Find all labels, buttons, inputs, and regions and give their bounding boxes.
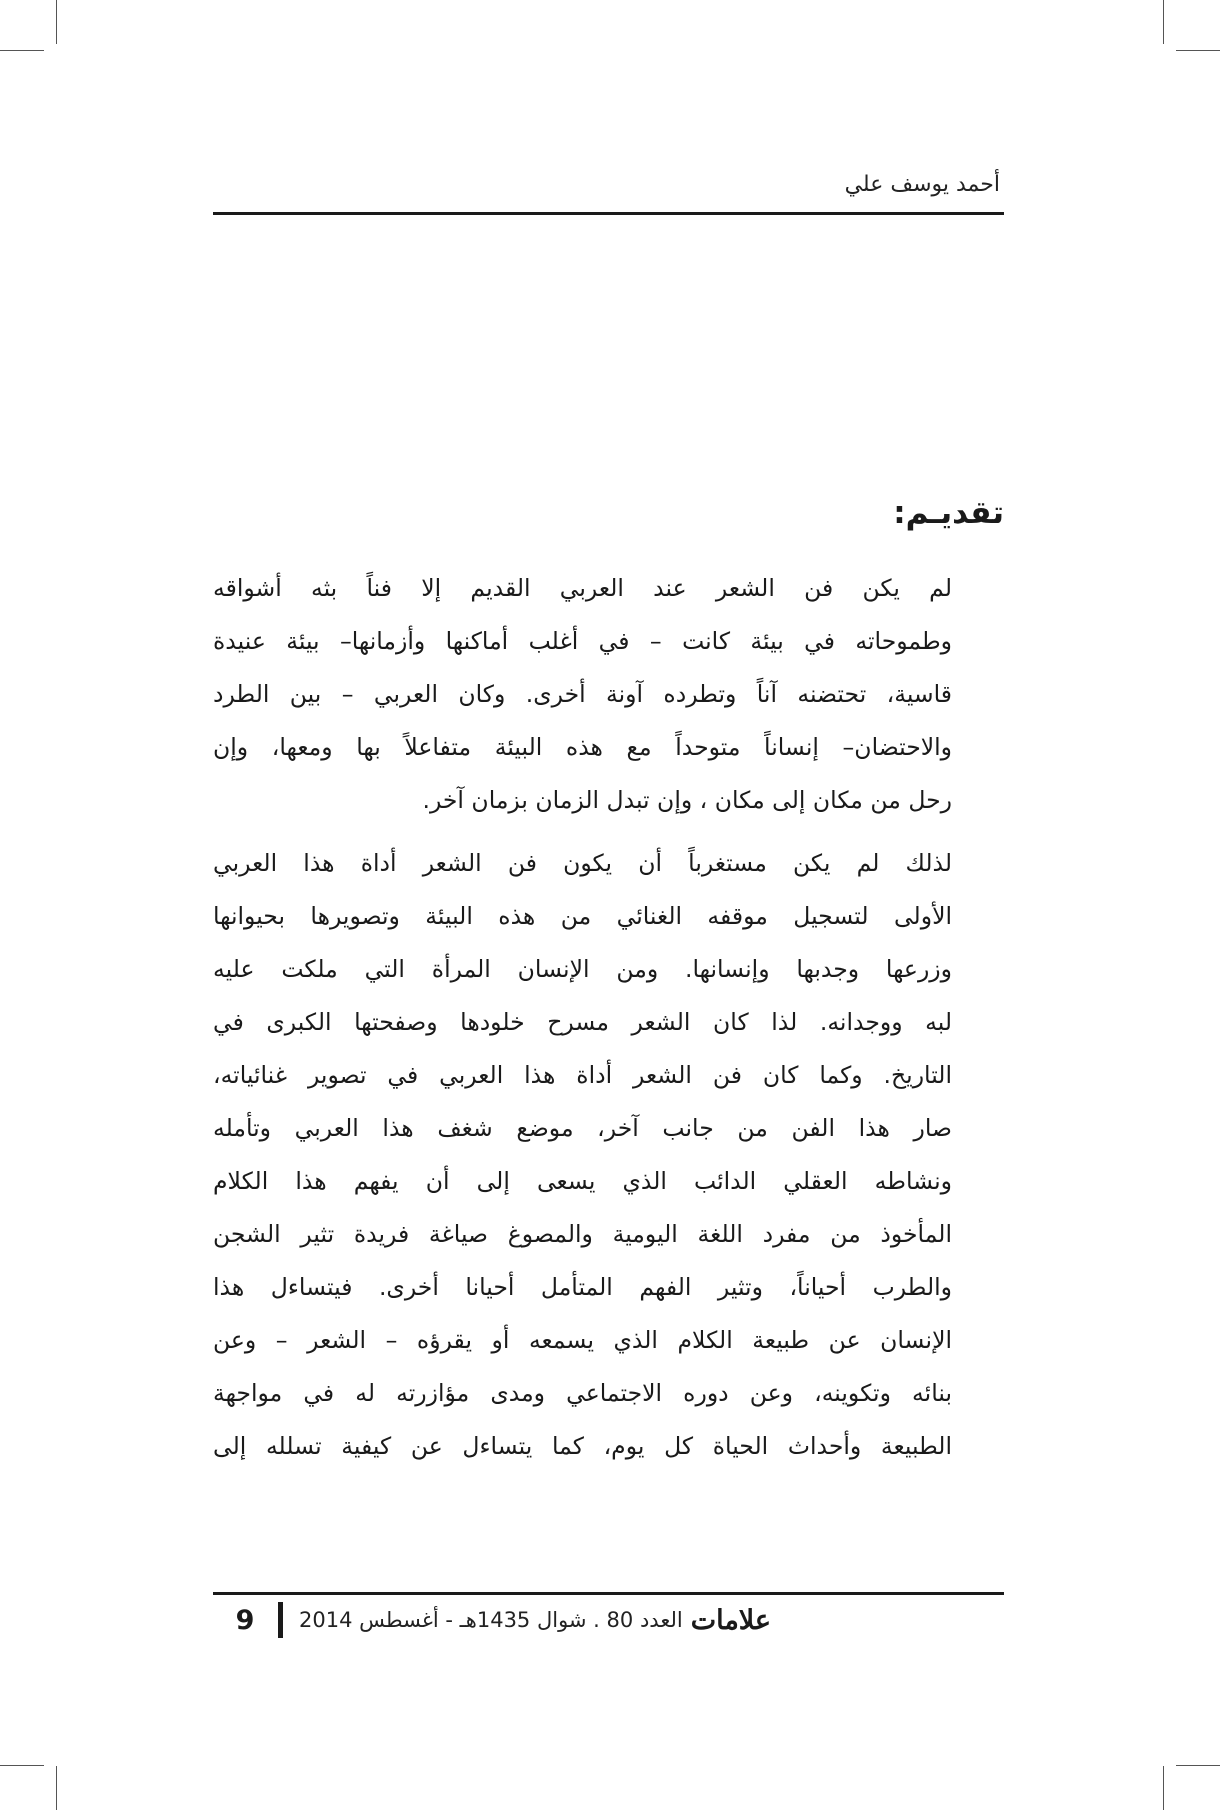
text-line: لبه ووجدانه. لذا كان الشعر مسرح خلودها وصفحتها الكبرى في xyxy=(213,1008,952,1036)
text-line: وزرعها وجدبها وإنسانها. ومن الإنسان المرأة التي ملكت عليه xyxy=(213,955,952,983)
paragraph xyxy=(213,837,1004,1473)
text-line: الأولى لتسجيل موقفه الغنائي من هذه البيئة وتصويرها بحيوانها xyxy=(213,902,952,930)
text-line: الطبيعة وأحداث الحياة كل يوم، كما يتساءل عن كيفية تسلله إلى xyxy=(213,1432,952,1460)
text-line: الإنسان عن طبيعة الكلام الذي يسمعه أو يقرؤه – الشعر – وعن xyxy=(213,1326,952,1354)
text-line: والطرب أحياناً، وتثير الفهم المتأمل أحيانا أخرى. فيتساءل هذا xyxy=(213,1273,952,1301)
crop-mark xyxy=(1176,1765,1220,1766)
text-line: بنائه وتكوينه، وعن دوره الاجتماعي ومدى مؤازرته له في مواجهة xyxy=(213,1379,952,1407)
text-line: لم يكن فن الشعر عند العربي القديم إلا فناً بثه أشواقه xyxy=(213,574,952,602)
crop-mark xyxy=(0,1765,44,1766)
crop-mark xyxy=(0,50,44,51)
footer xyxy=(230,1600,1004,1640)
footer-rule xyxy=(213,1592,1004,1595)
body-text xyxy=(213,562,1004,1483)
text-line: المأخوذ من مفرد اللغة اليومية والمصوغ صياغة فريدة تثير الشجن xyxy=(213,1220,952,1248)
crop-mark xyxy=(1176,50,1220,51)
text-line: رحل من مكان إلى مكان ، وإن تبدل الزمان بزمان آخر. xyxy=(422,786,952,814)
crop-mark xyxy=(1163,1766,1164,1810)
issue-info: العدد 80 . شوال 1435هـ - أغسطس 2014 xyxy=(299,1608,683,1632)
header-rule xyxy=(213,212,1004,215)
crop-mark xyxy=(56,0,57,44)
section-title: تقديـم: xyxy=(893,495,1004,531)
journal-logo: علامات xyxy=(690,1604,772,1636)
text-line: والاحتضان– إنساناً متوحداً مع هذه البيئة متفاعلاً بها ومعها، وإن xyxy=(213,733,952,761)
crop-mark xyxy=(1163,0,1164,44)
text-line: لذلك لم يكن مستغرباً أن يكون فن الشعر أداة هذا العربي xyxy=(213,849,952,877)
running-head-author: أحمد يوسف علي xyxy=(844,172,1000,197)
text-line: صار هذا الفن من جانب آخر، موضع شغف هذا العربي وتأمله xyxy=(213,1114,952,1142)
paragraph xyxy=(213,562,1004,827)
text-line: التاريخ. وكما كان فن الشعر أداة هذا العربي في تصوير غنائياته، xyxy=(213,1061,952,1089)
footer-divider xyxy=(278,1602,283,1638)
text-line: ونشاطه العقلي الدائب الذي يسعى إلى أن يفهم هذا الكلام xyxy=(213,1167,952,1195)
page-number: 9 xyxy=(235,1604,255,1636)
text-line: وطموحاته في بيئة كانت – في أغلب أماكنها وأزمانها– بيئة عنيدة xyxy=(213,627,952,655)
crop-mark xyxy=(56,1766,57,1810)
text-line: قاسية، تحتضنه آناً وتطرده آونة أخرى. وكان العربي – بين الطرد xyxy=(213,680,952,708)
